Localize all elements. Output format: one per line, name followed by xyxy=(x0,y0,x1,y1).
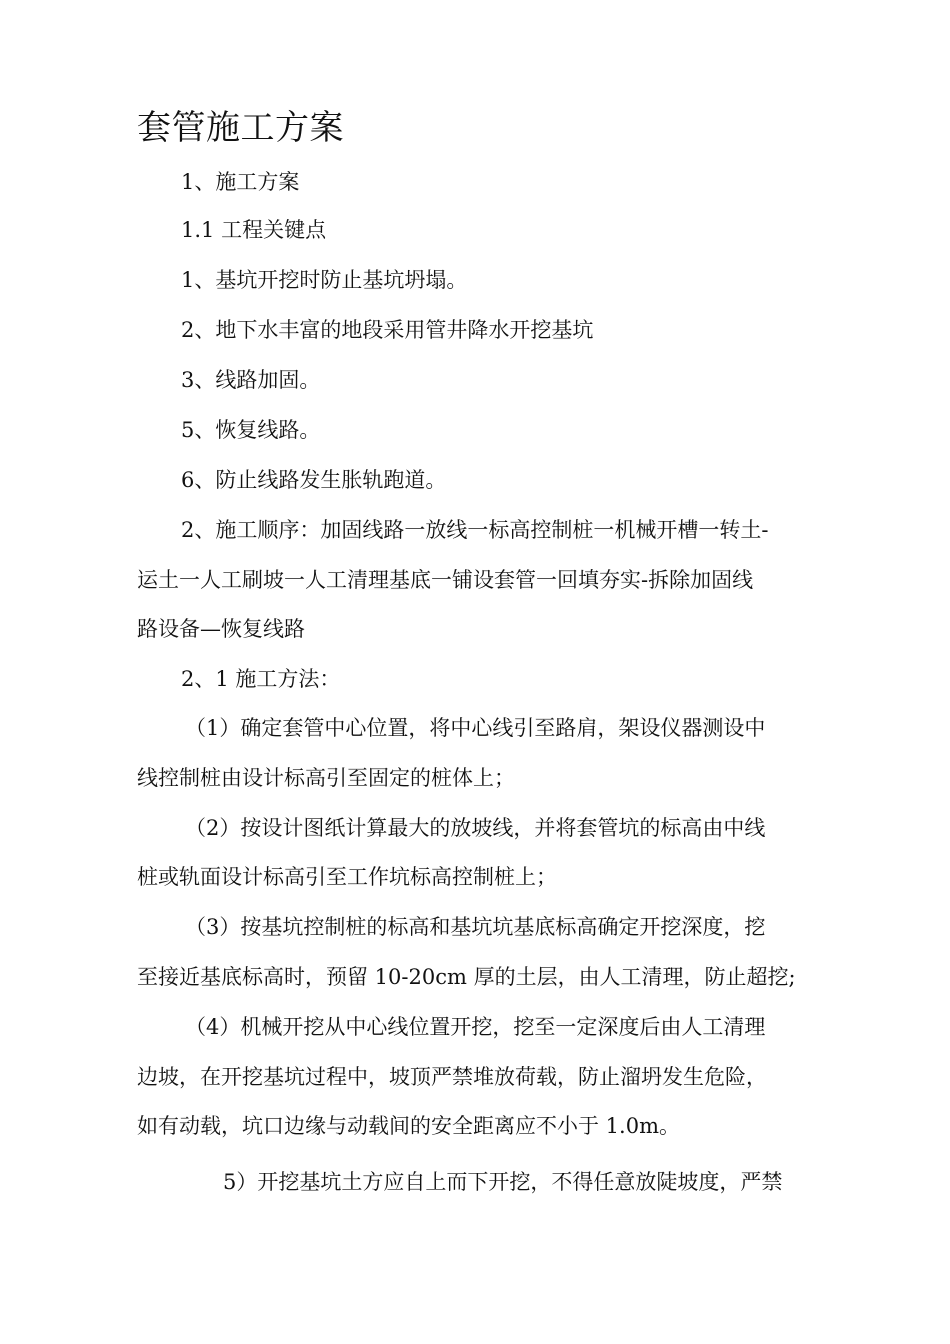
paragraph-line: 边坡，在开挖基坑过程中，坡顶严禁堆放荷载，防止溜坍发生危险， xyxy=(137,1065,767,1089)
paragraph-line: 桩或轨面设计标高引至工作坑标高控制桩上； xyxy=(137,865,557,889)
list-item: 1、基坑开挖时防止基坑坍塌。 xyxy=(181,268,468,292)
paragraph-line: 至接近基底标高时，预留 10-20cm 厚的土层，由人工清理，防止超挖; xyxy=(137,965,796,989)
section-heading: 1、施工方案 xyxy=(181,170,300,194)
paragraph-line: 2、施工顺序：加固线路一放线一标高控制桩一机械开槽一转土- xyxy=(181,518,769,542)
list-item: 5、恢复线路。 xyxy=(181,418,321,442)
paragraph-line: （1）确定套管中心位置，将中心线引至路肩，架设仪器测设中 xyxy=(185,716,766,740)
paragraph-line: （4）机械开挖从中心线位置开挖，挖至一定深度后由人工清理 xyxy=(185,1015,766,1039)
list-item: 2、地下水丰富的地段采用管井降水开挖基坑 xyxy=(181,318,594,342)
list-item: 3、线路加固。 xyxy=(181,368,321,392)
document-title: 套管施工方案 xyxy=(137,108,344,148)
paragraph-line: 如有动载，坑口边缘与动载间的安全距离应不小于 1.0m。 xyxy=(137,1114,680,1138)
paragraph-line: 5）开挖基坑土方应自上而下开挖，不得任意放陡坡度，严禁 xyxy=(223,1170,783,1194)
paragraph-line: （3）按基坑控制桩的标高和基坑坑基底标高确定开挖深度，挖 xyxy=(185,915,766,939)
paragraph-line: 运土一人工刷坡一人工清理基底一铺设套管一回填夯实-拆除加固线 xyxy=(137,568,754,592)
subsection-heading: 1.1 工程关键点 xyxy=(181,218,327,242)
paragraph-line: 线控制桩由设计标高引至固定的桩体上； xyxy=(137,766,515,790)
paragraph-line: 路设备—恢复线路 xyxy=(137,617,305,641)
subsection-heading: 2、1 施工方法： xyxy=(181,667,341,691)
list-item: 6、防止线路发生胀轨跑道。 xyxy=(181,468,447,492)
paragraph-line: （2）按设计图纸计算最大的放坡线，并将套管坑的标高由中线 xyxy=(185,816,766,840)
